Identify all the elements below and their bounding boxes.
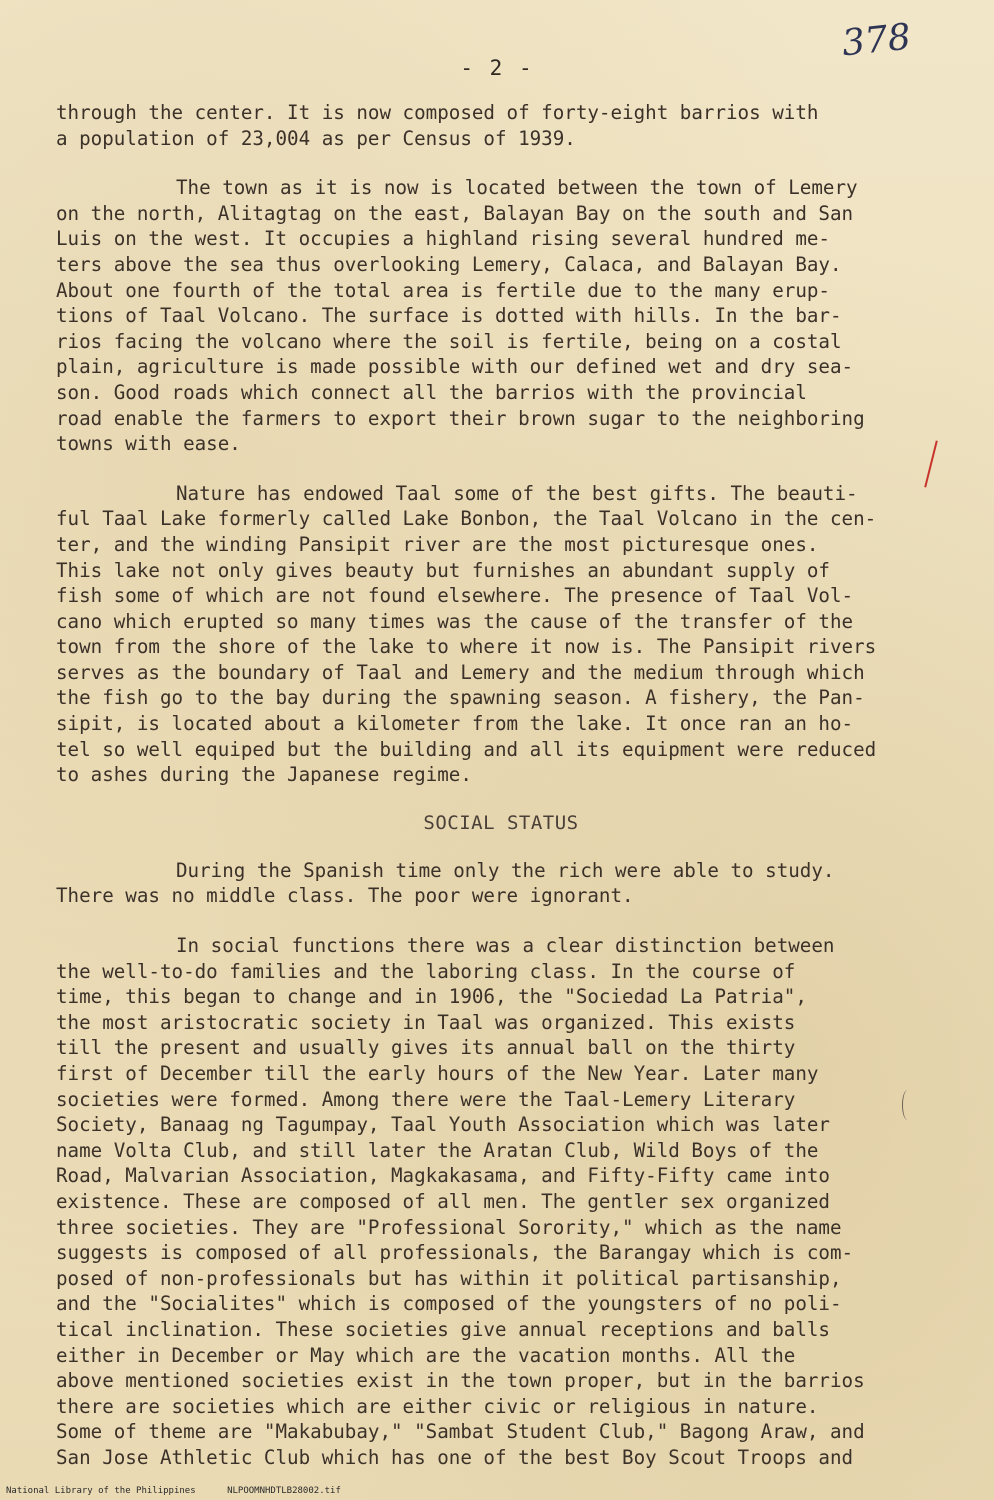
paragraph — [56, 481, 916, 788]
text-line: tions of Taal Volcano. The surface is dotted with hills. In the bar- — [56, 304, 842, 328]
text-line: Some of theme are "Makabubay," "Sambat Student Club," Bagong Araw, and — [56, 1420, 865, 1444]
text-line: There was no middle class. The poor were ignorant. — [56, 884, 634, 908]
red-check-mark — [924, 440, 938, 487]
text-line: son. Good roads which connect all the barrios with the provincial — [56, 380, 807, 404]
text-line: posed of non-professionals but has within it political partisanship, — [56, 1266, 842, 1290]
text-line: ters above the sea thus overlooking Lemery, Calaca, and Balayan Bay. — [56, 252, 842, 276]
paragraph — [56, 933, 916, 1470]
text-line: name Volta Club, and still later the Aratan Club, Wild Boys of the — [56, 1138, 819, 1162]
text-line: This lake not only gives beauty but furnishes an abundant supply of — [56, 558, 830, 582]
text-line: ter, and the winding Pansipit river are the most picturesque ones. — [56, 532, 819, 556]
text-line: till the present and usually gives its annual ball on the thirty — [56, 1036, 796, 1060]
text-line: either in December or May which are the vacation months. All the — [56, 1343, 796, 1367]
text-line: there are societies which are either civic or religious in nature. — [56, 1394, 819, 1418]
footer-file: NLPOOMNHDTLB28002.tif — [227, 1486, 341, 1496]
text-line: The town as it is now is located between the town of Lemery — [176, 176, 858, 200]
scan-footer — [6, 1486, 367, 1496]
text-line: first of December till the early hours of the New Year. Later many — [56, 1062, 819, 1085]
spacer — [56, 836, 916, 858]
text-line: three societies. They are "Professional Sorority," which as the name — [56, 1215, 842, 1239]
text-line: fish some of which are not found elsewhere. The presence of Taal Vol- — [56, 584, 854, 608]
document-body — [56, 100, 916, 1471]
text-line: Nature has endowed Taal some of the best gifts. The beauti- — [176, 481, 858, 505]
text-line: towns with ease. — [56, 432, 241, 456]
text-line: About one fourth of the total area is fertile due to the many erup- — [56, 278, 830, 302]
spacer — [56, 909, 916, 933]
text-line: ful Taal Lake formerly called Lake Bonbon, the Taal Volcano in the cen- — [56, 507, 877, 531]
text-line: the well-to-do families and the laboring class. In the course of — [56, 959, 796, 983]
text-line: to ashes during the Japanese regime. — [56, 763, 472, 787]
text-line: sipit, is located about a kilometer from the lake. It once ran an ho- — [56, 712, 854, 736]
paragraph — [56, 858, 916, 909]
text-line: societies were formed. Among there were the Taal-Lemery Literary — [56, 1087, 796, 1111]
text-line: plain, agriculture is made possible with our defined wet and dry sea- — [56, 355, 854, 379]
text-line: road enable the farmers to export their brown sugar to the neighboring — [56, 406, 865, 430]
paragraph — [56, 100, 916, 151]
text-line: time, this began to change and in 1906, the "Sociedad La Patria", — [56, 985, 807, 1009]
text-line: the fish go to the bay during the spawning season. A fishery, the Pan- — [56, 686, 865, 710]
section-heading: SOCIAL STATUS — [423, 811, 579, 834]
text-line: suggests is composed of all professionals, the Barangay which is com- — [56, 1241, 854, 1265]
page-number: - 2 - — [460, 56, 534, 80]
text-line: During the Spanish time only the rich were able to study. — [176, 858, 835, 882]
text-line: cano which erupted so many times was the cause of the transfer of the — [56, 609, 854, 633]
pencil-mark — [902, 1090, 913, 1120]
text-line: the most aristocratic society in Taal was organized. This exists — [56, 1010, 796, 1034]
text-line: rios facing the volcano where the soil is fertile, being on a costal — [56, 329, 842, 353]
text-line: a population of 23,004 as per Census of 1939. — [56, 126, 576, 150]
spacer — [56, 457, 916, 481]
spacer — [56, 151, 916, 175]
text-line: town from the shore of the lake to where it now is. The Pansipit rivers — [56, 635, 877, 659]
text-line: Luis on the west. It occupies a highland rising several hundred me- — [56, 227, 830, 251]
text-line: tel so well equiped but the building and all its equipment were reduced — [56, 737, 877, 761]
text-line: on the north, Alitagtag on the east, Balayan Bay on the south and San — [56, 201, 854, 225]
text-line: and the "Socialites" which is composed of the youngsters of no poli- — [56, 1292, 842, 1316]
text-line: above mentioned societies exist in the town proper, but in the barrios — [56, 1369, 865, 1393]
text-line: Society, Banaag ng Tagumpay, Taal Youth Association which was later — [56, 1113, 830, 1137]
handwritten-page-number: 378 — [840, 16, 913, 65]
text-line: Road, Malvarian Association, Magkakasama, and Fifty-Fifty came into — [56, 1164, 830, 1188]
spacer — [56, 788, 916, 810]
paragraphs — [56, 100, 916, 1471]
paragraph — [56, 175, 916, 457]
text-line: serves as the boundary of Taal and Lemery and the medium through which — [56, 660, 865, 684]
text-line: San Jose Athletic Club which has one of the best Boy Scout Troops and — [56, 1445, 854, 1469]
text-line: In social functions there was a clear distinction between — [176, 934, 835, 958]
text-line: existence. These are composed of all men. The gentler sex organized — [56, 1189, 830, 1213]
text-line: through the center. It is now composed of forty-eight barrios with — [56, 101, 819, 124]
text-line: tical inclination. These societies give annual receptions and balls — [56, 1317, 830, 1341]
footer-library: National Library of the Philippines — [6, 1486, 196, 1496]
